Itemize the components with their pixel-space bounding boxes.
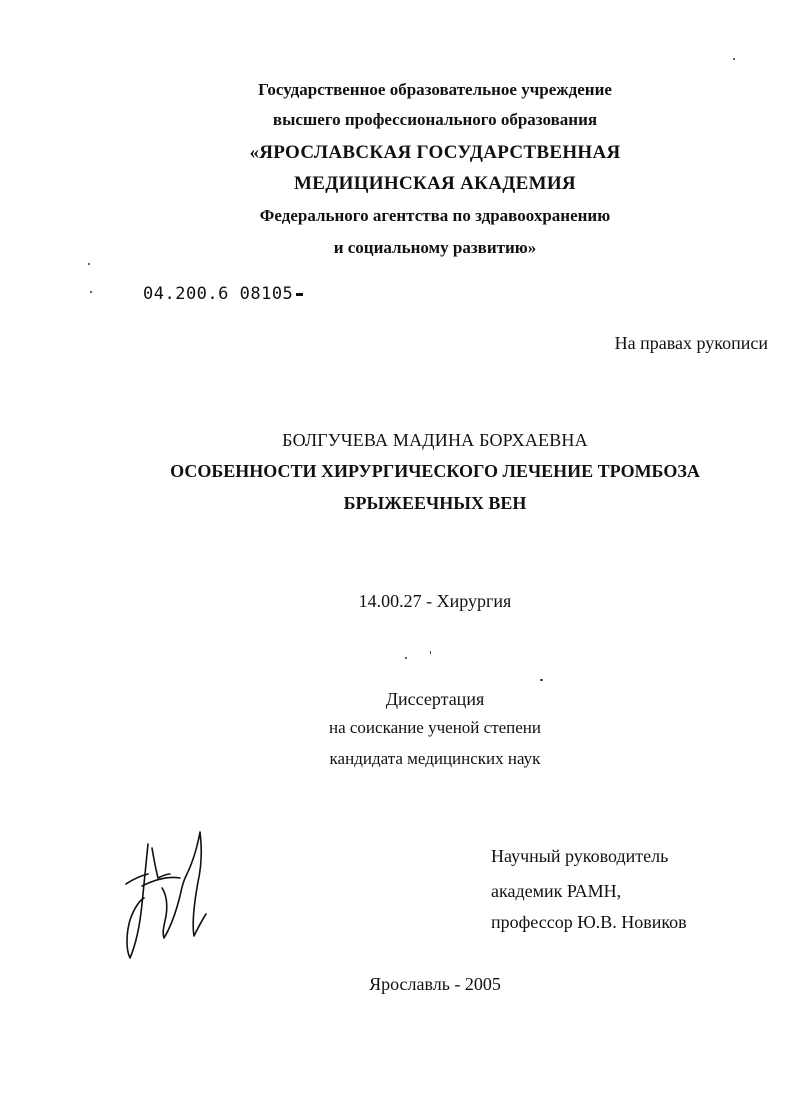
scan-speck [430,651,431,654]
registration-code: 04.200.6 08105 [143,284,294,304]
thesis-title-line-1: ОСОБЕННОСТИ ХИРУРГИЧЕСКОГО ЛЕЧЕНИЕ ТРОМБОЗА [170,461,700,481]
institution-line-6: и социальному развитию» [333,238,537,257]
supervisor-line-1: Научный руководитель [491,846,669,866]
dissertation-line-2: на соискание ученой степени [328,718,542,737]
city-year: Ярославль - 2005 [369,974,501,994]
dissertation-line-1: Диссертация [385,689,485,709]
scan-speck [540,679,543,681]
institution-line-2: высшего профессионального образования [272,110,598,129]
supervisor-line-3: профессор Ю.В. Новиков [491,912,687,932]
institution-line-3: «ЯРОСЛАВСКАЯ ГОСУДАРСТВЕННАЯ [249,142,621,163]
specialty: 14.00.27 - Хирургия [358,591,512,611]
registration-code-stamp [143,284,303,304]
institution-line-5: Федерального агентства по здравоохранению [259,206,611,225]
code-dash-mark [296,293,303,296]
scan-speck [88,263,90,265]
institution-line-1: Государственное образовательное учреждение [258,80,612,99]
scan-speck [405,657,407,659]
dissertation-line-3: кандидата медицинских наук [329,749,541,768]
scan-speck [733,58,735,60]
institution-line-4: МЕДИЦИНСКАЯ АКАДЕМИЯ [294,173,576,194]
thesis-title-line-2: БРЫЖЕЕЧНЫХ ВЕН [343,493,527,513]
scan-speck [90,291,92,293]
supervisor-line-2: академик РАМН, [491,881,622,901]
signature-icon [118,824,218,964]
author-name: БОЛГУЧЕВА МАДИНА БОРХАЕВНА [282,430,588,450]
rights-note: На правах рукописи [614,333,768,353]
